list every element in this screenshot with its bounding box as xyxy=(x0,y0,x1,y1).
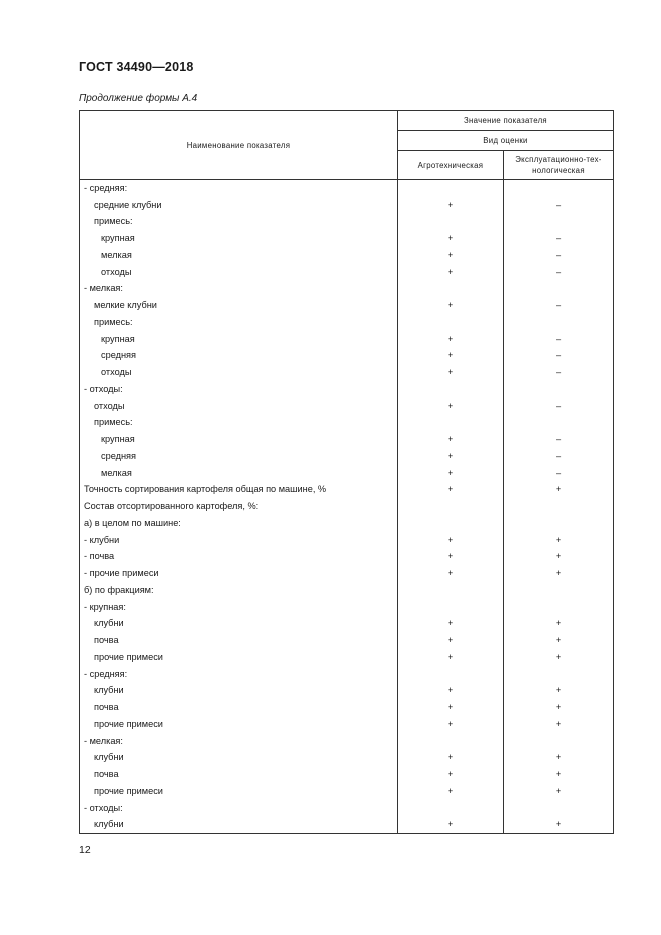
form-caption: Продолжение формы А.4 xyxy=(79,93,198,104)
table-row xyxy=(80,197,614,214)
indicator-table xyxy=(79,110,614,834)
expl-value: – xyxy=(504,247,614,264)
table-row xyxy=(80,515,614,532)
table-row xyxy=(80,482,614,499)
expl-value xyxy=(504,582,614,599)
agro-value xyxy=(398,281,504,298)
row-label: отходы xyxy=(80,264,398,281)
row-label: прочие примеси xyxy=(80,783,398,800)
expl-value: + xyxy=(504,683,614,700)
expl-value: + xyxy=(504,783,614,800)
row-label: мелкие клубни xyxy=(80,297,398,314)
row-label: мелкая xyxy=(80,465,398,482)
agro-value: + xyxy=(398,465,504,482)
expl-value xyxy=(504,666,614,683)
expl-value: + xyxy=(504,549,614,566)
expl-value: + xyxy=(504,699,614,716)
table-row xyxy=(80,599,614,616)
agro-value: + xyxy=(398,448,504,465)
column-header-agro: Агротехническая xyxy=(398,151,504,180)
expl-value: – xyxy=(504,431,614,448)
agro-value xyxy=(398,582,504,599)
table-row xyxy=(80,783,614,800)
table-row xyxy=(80,348,614,365)
expl-value xyxy=(504,599,614,616)
column-header-subgroup: Вид оценки xyxy=(398,131,614,151)
agro-value: + xyxy=(398,716,504,733)
expl-value: + xyxy=(504,766,614,783)
row-label: почва xyxy=(80,632,398,649)
row-label: - клубни xyxy=(80,532,398,549)
row-label: крупная xyxy=(80,230,398,247)
agro-value: + xyxy=(398,247,504,264)
row-label: отходы xyxy=(80,398,398,415)
agro-value xyxy=(398,666,504,683)
row-label: - средняя: xyxy=(80,666,398,683)
table-row xyxy=(80,214,614,231)
expl-value xyxy=(504,415,614,432)
agro-value xyxy=(398,498,504,515)
row-label: примесь: xyxy=(80,415,398,432)
row-label: б) по фракциям: xyxy=(80,582,398,599)
table-row xyxy=(80,465,614,482)
agro-value: + xyxy=(398,616,504,633)
agro-value: + xyxy=(398,750,504,767)
agro-value: + xyxy=(398,699,504,716)
expl-value: + xyxy=(504,649,614,666)
expl-value: + xyxy=(504,482,614,499)
table-row xyxy=(80,281,614,298)
agro-value xyxy=(398,214,504,231)
row-label: - прочие примеси xyxy=(80,565,398,582)
table-body xyxy=(80,180,614,834)
expl-value: – xyxy=(504,297,614,314)
table-row xyxy=(80,180,614,197)
agro-value xyxy=(398,314,504,331)
agro-value: + xyxy=(398,632,504,649)
table-row xyxy=(80,632,614,649)
row-label: - отходы: xyxy=(80,800,398,817)
expl-value: – xyxy=(504,230,614,247)
agro-value xyxy=(398,381,504,398)
agro-value xyxy=(398,599,504,616)
expl-value: – xyxy=(504,465,614,482)
row-label: - средняя: xyxy=(80,180,398,197)
indicator-table-wrapper xyxy=(79,110,613,834)
row-label: клубни xyxy=(80,616,398,633)
row-label: а) в целом по машине: xyxy=(80,515,398,532)
expl-value: – xyxy=(504,364,614,381)
table-row xyxy=(80,800,614,817)
expl-value xyxy=(504,515,614,532)
expl-value: + xyxy=(504,817,614,834)
row-label: - крупная: xyxy=(80,599,398,616)
agro-value: + xyxy=(398,482,504,499)
agro-value: + xyxy=(398,683,504,700)
table-row xyxy=(80,817,614,834)
expl-value: + xyxy=(504,565,614,582)
agro-value xyxy=(398,733,504,750)
row-label: почва xyxy=(80,766,398,783)
row-label: - отходы: xyxy=(80,381,398,398)
expl-value: – xyxy=(504,264,614,281)
row-label: клубни xyxy=(80,750,398,767)
row-label: клубни xyxy=(80,817,398,834)
agro-value: + xyxy=(398,549,504,566)
table-row xyxy=(80,532,614,549)
expl-value xyxy=(504,800,614,817)
agro-value: + xyxy=(398,297,504,314)
table-row xyxy=(80,297,614,314)
agro-value xyxy=(398,800,504,817)
table-row xyxy=(80,498,614,515)
expl-value: – xyxy=(504,448,614,465)
row-label: средняя xyxy=(80,448,398,465)
expl-value: – xyxy=(504,197,614,214)
expl-value xyxy=(504,281,614,298)
expl-value: + xyxy=(504,632,614,649)
agro-value xyxy=(398,415,504,432)
row-label: почва xyxy=(80,699,398,716)
column-header-name: Наименование показателя xyxy=(80,111,398,180)
agro-value xyxy=(398,515,504,532)
table-row xyxy=(80,750,614,767)
table-row xyxy=(80,398,614,415)
table-row xyxy=(80,683,614,700)
agro-value: + xyxy=(398,230,504,247)
agro-value: + xyxy=(398,649,504,666)
column-header-group: Значение показателя xyxy=(398,111,614,131)
row-label: примесь: xyxy=(80,314,398,331)
expl-value: + xyxy=(504,532,614,549)
agro-value: + xyxy=(398,817,504,834)
table-row xyxy=(80,716,614,733)
agro-value: + xyxy=(398,532,504,549)
expl-value xyxy=(504,180,614,197)
table-row xyxy=(80,264,614,281)
table-row xyxy=(80,448,614,465)
table-row xyxy=(80,314,614,331)
table-row xyxy=(80,733,614,750)
table-row xyxy=(80,230,614,247)
row-label: Точность сортирования картофеля общая по машине, % xyxy=(80,482,398,499)
row-label: прочие примеси xyxy=(80,716,398,733)
agro-value: + xyxy=(398,264,504,281)
expl-value xyxy=(504,214,614,231)
expl-value xyxy=(504,733,614,750)
expl-value: + xyxy=(504,750,614,767)
agro-value: + xyxy=(398,364,504,381)
table-row xyxy=(80,331,614,348)
expl-value: – xyxy=(504,331,614,348)
agro-value: + xyxy=(398,331,504,348)
document-code: ГОСТ 34490—2018 xyxy=(79,60,194,74)
expl-value: + xyxy=(504,616,614,633)
expl-value xyxy=(504,381,614,398)
agro-value: + xyxy=(398,348,504,365)
expl-value xyxy=(504,314,614,331)
agro-value: + xyxy=(398,766,504,783)
table-row xyxy=(80,431,614,448)
column-header-expl: Эксплуатационно-тех-нологическая xyxy=(504,151,614,180)
table-row xyxy=(80,699,614,716)
row-label: прочие примеси xyxy=(80,649,398,666)
table-row xyxy=(80,582,614,599)
table-row xyxy=(80,549,614,566)
agro-value: + xyxy=(398,398,504,415)
row-label: мелкая xyxy=(80,247,398,264)
expl-value: – xyxy=(504,398,614,415)
row-label: клубни xyxy=(80,683,398,700)
row-label: примесь: xyxy=(80,214,398,231)
row-label: средняя xyxy=(80,348,398,365)
table-row xyxy=(80,247,614,264)
expl-value: – xyxy=(504,348,614,365)
table-row xyxy=(80,415,614,432)
table-row xyxy=(80,649,614,666)
agro-value: + xyxy=(398,431,504,448)
table-row xyxy=(80,616,614,633)
table-row xyxy=(80,381,614,398)
expl-value xyxy=(504,498,614,515)
row-label: - почва xyxy=(80,549,398,566)
page-number: 12 xyxy=(79,844,91,856)
row-label: крупная xyxy=(80,331,398,348)
agro-value: + xyxy=(398,197,504,214)
table-row xyxy=(80,766,614,783)
row-label: - мелкая: xyxy=(80,733,398,750)
agro-value xyxy=(398,180,504,197)
table-row xyxy=(80,364,614,381)
agro-value: + xyxy=(398,565,504,582)
row-label: Состав отсортированного картофеля, %: xyxy=(80,498,398,515)
table-row xyxy=(80,666,614,683)
row-label: крупная xyxy=(80,431,398,448)
row-label: - мелкая: xyxy=(80,281,398,298)
row-label: средние клубни xyxy=(80,197,398,214)
row-label: отходы xyxy=(80,364,398,381)
expl-value: + xyxy=(504,716,614,733)
table-row xyxy=(80,565,614,582)
agro-value: + xyxy=(398,783,504,800)
